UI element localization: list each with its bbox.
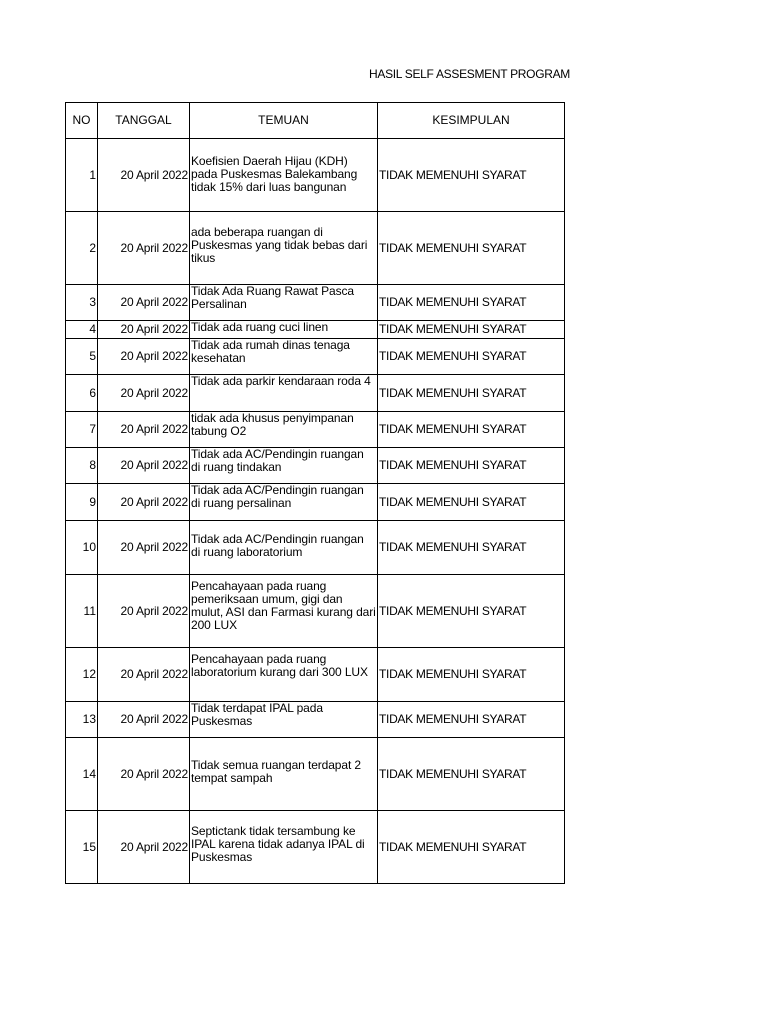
row-conclusion: TIDAK MEMENUHI SYARAT xyxy=(378,521,565,575)
row-date: 20 April 2022 xyxy=(98,648,190,702)
row-finding: Tidak Ada Ruang Rawat Pasca Persalinan xyxy=(190,285,378,321)
row-conclusion: TIDAK MEMENUHI SYARAT xyxy=(378,375,565,412)
row-number: 13 xyxy=(66,702,98,738)
row-date: 20 April 2022 xyxy=(98,285,190,321)
row-conclusion: TIDAK MEMENUHI SYARAT xyxy=(378,139,565,212)
row-finding: tidak ada khusus penyimpanan tabung O2 xyxy=(190,412,378,448)
row-finding: Tidak ada AC/Pendingin ruangan di ruang tindakan xyxy=(190,448,378,484)
row-finding: Pencahayaan pada ruang laboratorium kurang dari 300 LUX xyxy=(190,648,378,702)
row-date: 20 April 2022 xyxy=(98,702,190,738)
row-finding: Tidak semua ruangan terdapat 2 tempat sampah xyxy=(190,738,378,811)
row-number: 5 xyxy=(66,339,98,375)
header-conclusion: KESIMPULAN xyxy=(378,103,565,139)
row-finding: Tidak ada AC/Pendingin ruangan di ruang laboratorium xyxy=(190,521,378,575)
row-number: 7 xyxy=(66,412,98,448)
document-title: HASIL SELF ASSESMENT PROGRAM xyxy=(369,67,570,81)
table-row xyxy=(66,285,565,321)
row-conclusion: TIDAK MEMENUHI SYARAT xyxy=(378,575,565,648)
row-number: 11 xyxy=(66,575,98,648)
row-date: 20 April 2022 xyxy=(98,212,190,285)
row-finding: Tidak ada ruang cuci linen xyxy=(190,321,378,339)
row-conclusion: TIDAK MEMENUHI SYARAT xyxy=(378,321,565,339)
table-row xyxy=(66,212,565,285)
row-finding: Tidak ada AC/Pendingin ruangan di ruang persalinan xyxy=(190,484,378,521)
row-date: 20 April 2022 xyxy=(98,139,190,212)
row-finding: Tidak ada parkir kendaraan roda 4 xyxy=(190,375,378,412)
table-row xyxy=(66,139,565,212)
row-conclusion: TIDAK MEMENUHI SYARAT xyxy=(378,648,565,702)
header-finding: TEMUAN xyxy=(190,103,378,139)
row-number: 1 xyxy=(66,139,98,212)
table-row xyxy=(66,648,565,702)
table-row xyxy=(66,375,565,412)
row-number: 8 xyxy=(66,448,98,484)
header-no: NO xyxy=(66,103,98,139)
row-date: 20 April 2022 xyxy=(98,412,190,448)
row-date: 20 April 2022 xyxy=(98,375,190,412)
table-row xyxy=(66,448,565,484)
table-row xyxy=(66,575,565,648)
row-number: 3 xyxy=(66,285,98,321)
row-conclusion: TIDAK MEMENUHI SYARAT xyxy=(378,412,565,448)
row-number: 15 xyxy=(66,811,98,884)
row-finding: Koefisien Daerah Hijau (KDH) pada Puskesmas Balekambang tidak 15% dari luas bangunan xyxy=(190,139,378,212)
row-number: 10 xyxy=(66,521,98,575)
table-row xyxy=(66,738,565,811)
row-date: 20 April 2022 xyxy=(98,811,190,884)
row-conclusion: TIDAK MEMENUHI SYARAT xyxy=(378,285,565,321)
table-row xyxy=(66,521,565,575)
row-conclusion: TIDAK MEMENUHI SYARAT xyxy=(378,339,565,375)
findings-table xyxy=(65,102,565,884)
row-conclusion: TIDAK MEMENUHI SYARAT xyxy=(378,702,565,738)
row-date: 20 April 2022 xyxy=(98,738,190,811)
table-row xyxy=(66,412,565,448)
header-row xyxy=(66,103,565,139)
row-number: 9 xyxy=(66,484,98,521)
table-row xyxy=(66,811,565,884)
row-date: 20 April 2022 xyxy=(98,321,190,339)
row-conclusion: TIDAK MEMENUHI SYARAT xyxy=(378,811,565,884)
row-conclusion: TIDAK MEMENUHI SYARAT xyxy=(378,212,565,285)
row-date: 20 April 2022 xyxy=(98,484,190,521)
table-row xyxy=(66,702,565,738)
row-number: 6 xyxy=(66,375,98,412)
row-number: 12 xyxy=(66,648,98,702)
row-number: 2 xyxy=(66,212,98,285)
row-finding: Tidak ada rumah dinas tenaga kesehatan xyxy=(190,339,378,375)
table-row xyxy=(66,484,565,521)
row-conclusion: TIDAK MEMENUHI SYARAT xyxy=(378,448,565,484)
row-date: 20 April 2022 xyxy=(98,575,190,648)
row-finding: ada beberapa ruangan di Puskesmas yang tidak bebas dari tikus xyxy=(190,212,378,285)
header-date: TANGGAL xyxy=(98,103,190,139)
row-date: 20 April 2022 xyxy=(98,521,190,575)
table-row xyxy=(66,321,565,339)
row-conclusion: TIDAK MEMENUHI SYARAT xyxy=(378,484,565,521)
row-finding: Septictank tidak tersambung ke IPAL karena tidak adanya IPAL di Puskesmas xyxy=(190,811,378,884)
row-conclusion: TIDAK MEMENUHI SYARAT xyxy=(378,738,565,811)
row-number: 14 xyxy=(66,738,98,811)
row-finding: Pencahayaan pada ruang pemeriksaan umum, gigi dan mulut, ASI dan Farmasi kurang dari 200 LUX xyxy=(190,575,378,648)
table-row xyxy=(66,339,565,375)
row-date: 20 April 2022 xyxy=(98,448,190,484)
row-date: 20 April 2022 xyxy=(98,339,190,375)
row-finding: Tidak terdapat IPAL pada Puskesmas xyxy=(190,702,378,738)
row-number: 4 xyxy=(66,321,98,339)
